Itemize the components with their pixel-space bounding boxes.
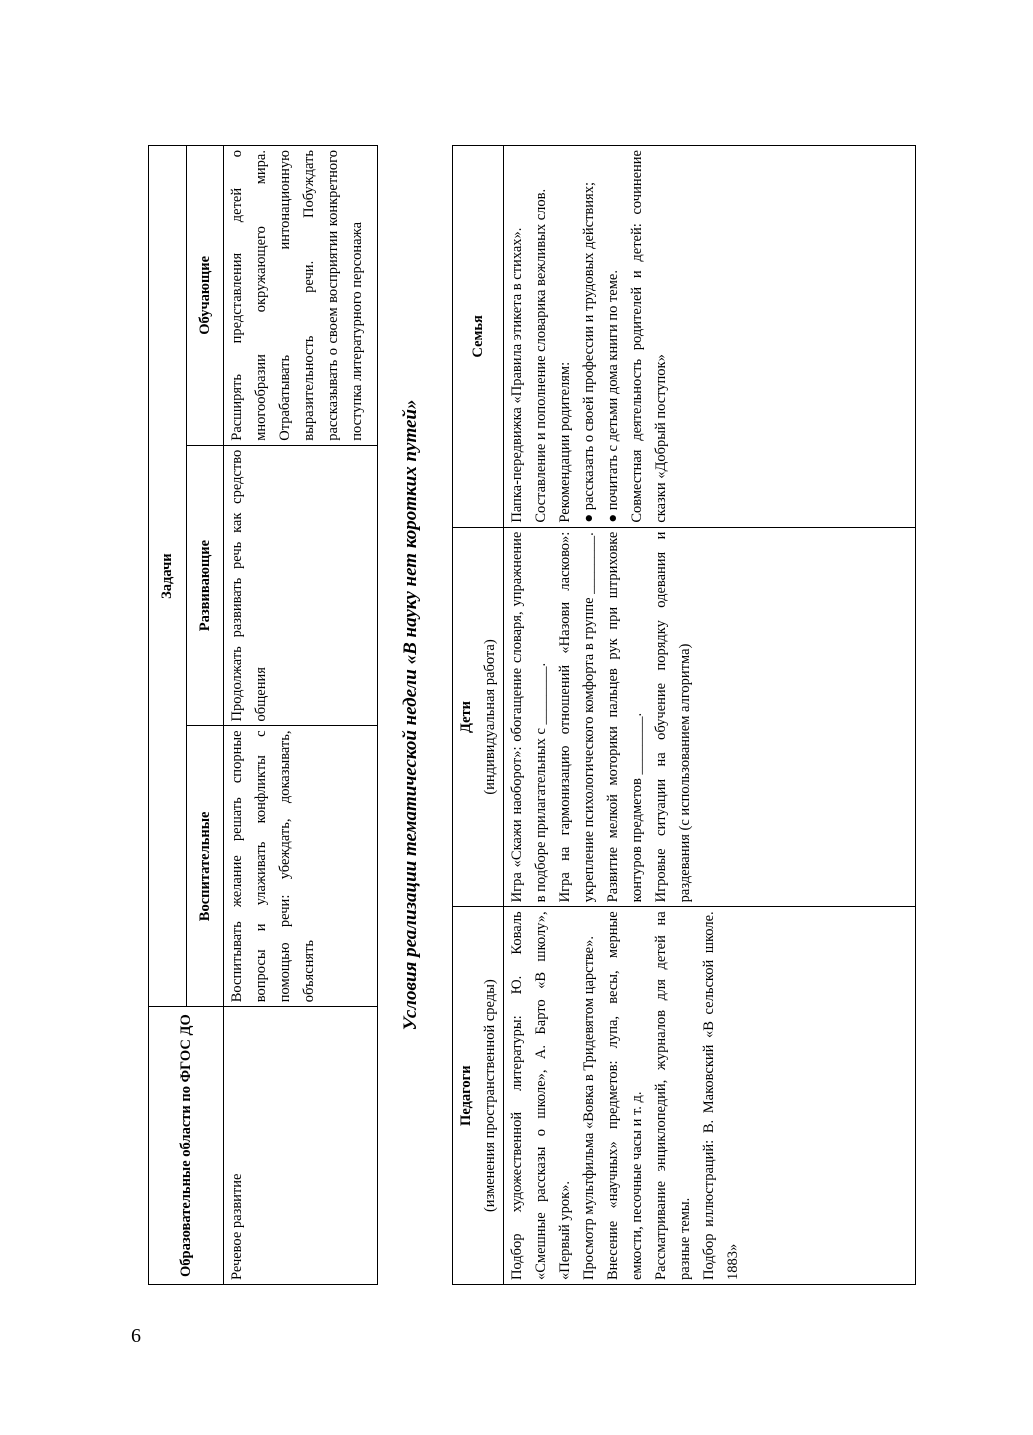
- header-educational-area: Образовательные области по ФГОС ДО: [149, 1007, 224, 1285]
- header-teachers-title: Педагоги: [458, 1065, 474, 1126]
- teachers-item: Просмотр мультфильма «Вовка в Тридевятом царстве».: [581, 936, 597, 1280]
- family-item: ● почитать с детьми дома книги по теме.: [605, 270, 621, 523]
- rotated-content: [130, 135, 930, 1285]
- header-teachers-subtitle: (изменения пространственной среды): [482, 979, 498, 1213]
- children-item: Игровые ситуации на обучение порядку одевания и раздевания (с использованием алгоритма): [653, 531, 693, 903]
- teachers-item: Подбор иллюстраций: В. Маковский «В сельской школе. 1883»: [701, 911, 741, 1280]
- header-developing: Развивающие: [186, 445, 224, 726]
- children-item: Игра на гармонизацию отношений «Назови ласково»: укрепление психологического комфорта в группе ________.: [557, 531, 597, 903]
- header-tasks: Задачи: [149, 146, 187, 1007]
- cell-educational: Воспитывать желание решать спорные вопросы и улаживать конфликты с помощью речи: убеждать, доказывать, объяснять: [224, 726, 378, 1007]
- cell-area: Речевое развитие: [224, 1007, 378, 1285]
- header-teachers: [453, 907, 504, 1285]
- family-item: Составление и пополнение словарика вежливых слов.: [533, 188, 549, 523]
- children-item: Игра «Скажи наоборот»: обогащение словаря, упражнение в подборе прилагательных с ________.: [509, 531, 549, 903]
- header-children-title: Дети: [458, 700, 474, 734]
- header-educational: Воспитательные: [186, 726, 224, 1007]
- header-teaching: Обучающие: [186, 146, 224, 446]
- family-item: Совместная деятельность родителей и детей: сочинение сказки «Добрый поступок»: [629, 150, 669, 523]
- objectives-table: [148, 145, 378, 1285]
- family-item: Папка-передвижка «Правила этикета в стихах».: [509, 227, 525, 523]
- teachers-item: Подбор художественной литературы: Ю. Коваль «Смешные рассказы о школе», А. Барто «В школу», «Первый урок».: [509, 911, 573, 1280]
- family-item: ● рассказать о своей профессии и трудовых действиях;: [581, 182, 597, 523]
- cell-family: [504, 146, 916, 528]
- children-item: Развитие мелкой моторики пальцев рук при штриховке контуров предметов ________.: [605, 531, 645, 903]
- page-number: 6: [131, 1325, 141, 1347]
- cell-developing: Продолжать развивать речь как средство общения: [224, 445, 378, 726]
- header-family: Семья: [453, 146, 504, 528]
- family-item: Рекомендации родителям:: [557, 361, 573, 523]
- teachers-item: Рассматривание энциклопедий, журналов для детей на разные темы.: [653, 911, 693, 1280]
- cell-teachers: [504, 907, 916, 1285]
- conditions-table: [452, 145, 916, 1285]
- teachers-item: Внесение «научных» предметов: лупа, весы, мерные емкости, песочные часы и т. д.: [605, 911, 645, 1280]
- cell-teaching: Расширять представления детей о многообразии окружающего мира. Отрабатывать интонационную выразительность речи. Побуждать рассказывать о своем восприятии конкретного поступка литературного персонажа: [224, 146, 378, 446]
- header-children-subtitle: (индивидуальная работа): [482, 639, 498, 795]
- section-title: Условия реализации тематической недели «В науку нет коротких путей»: [400, 399, 421, 1031]
- header-children: [453, 527, 504, 907]
- cell-children: [504, 527, 916, 907]
